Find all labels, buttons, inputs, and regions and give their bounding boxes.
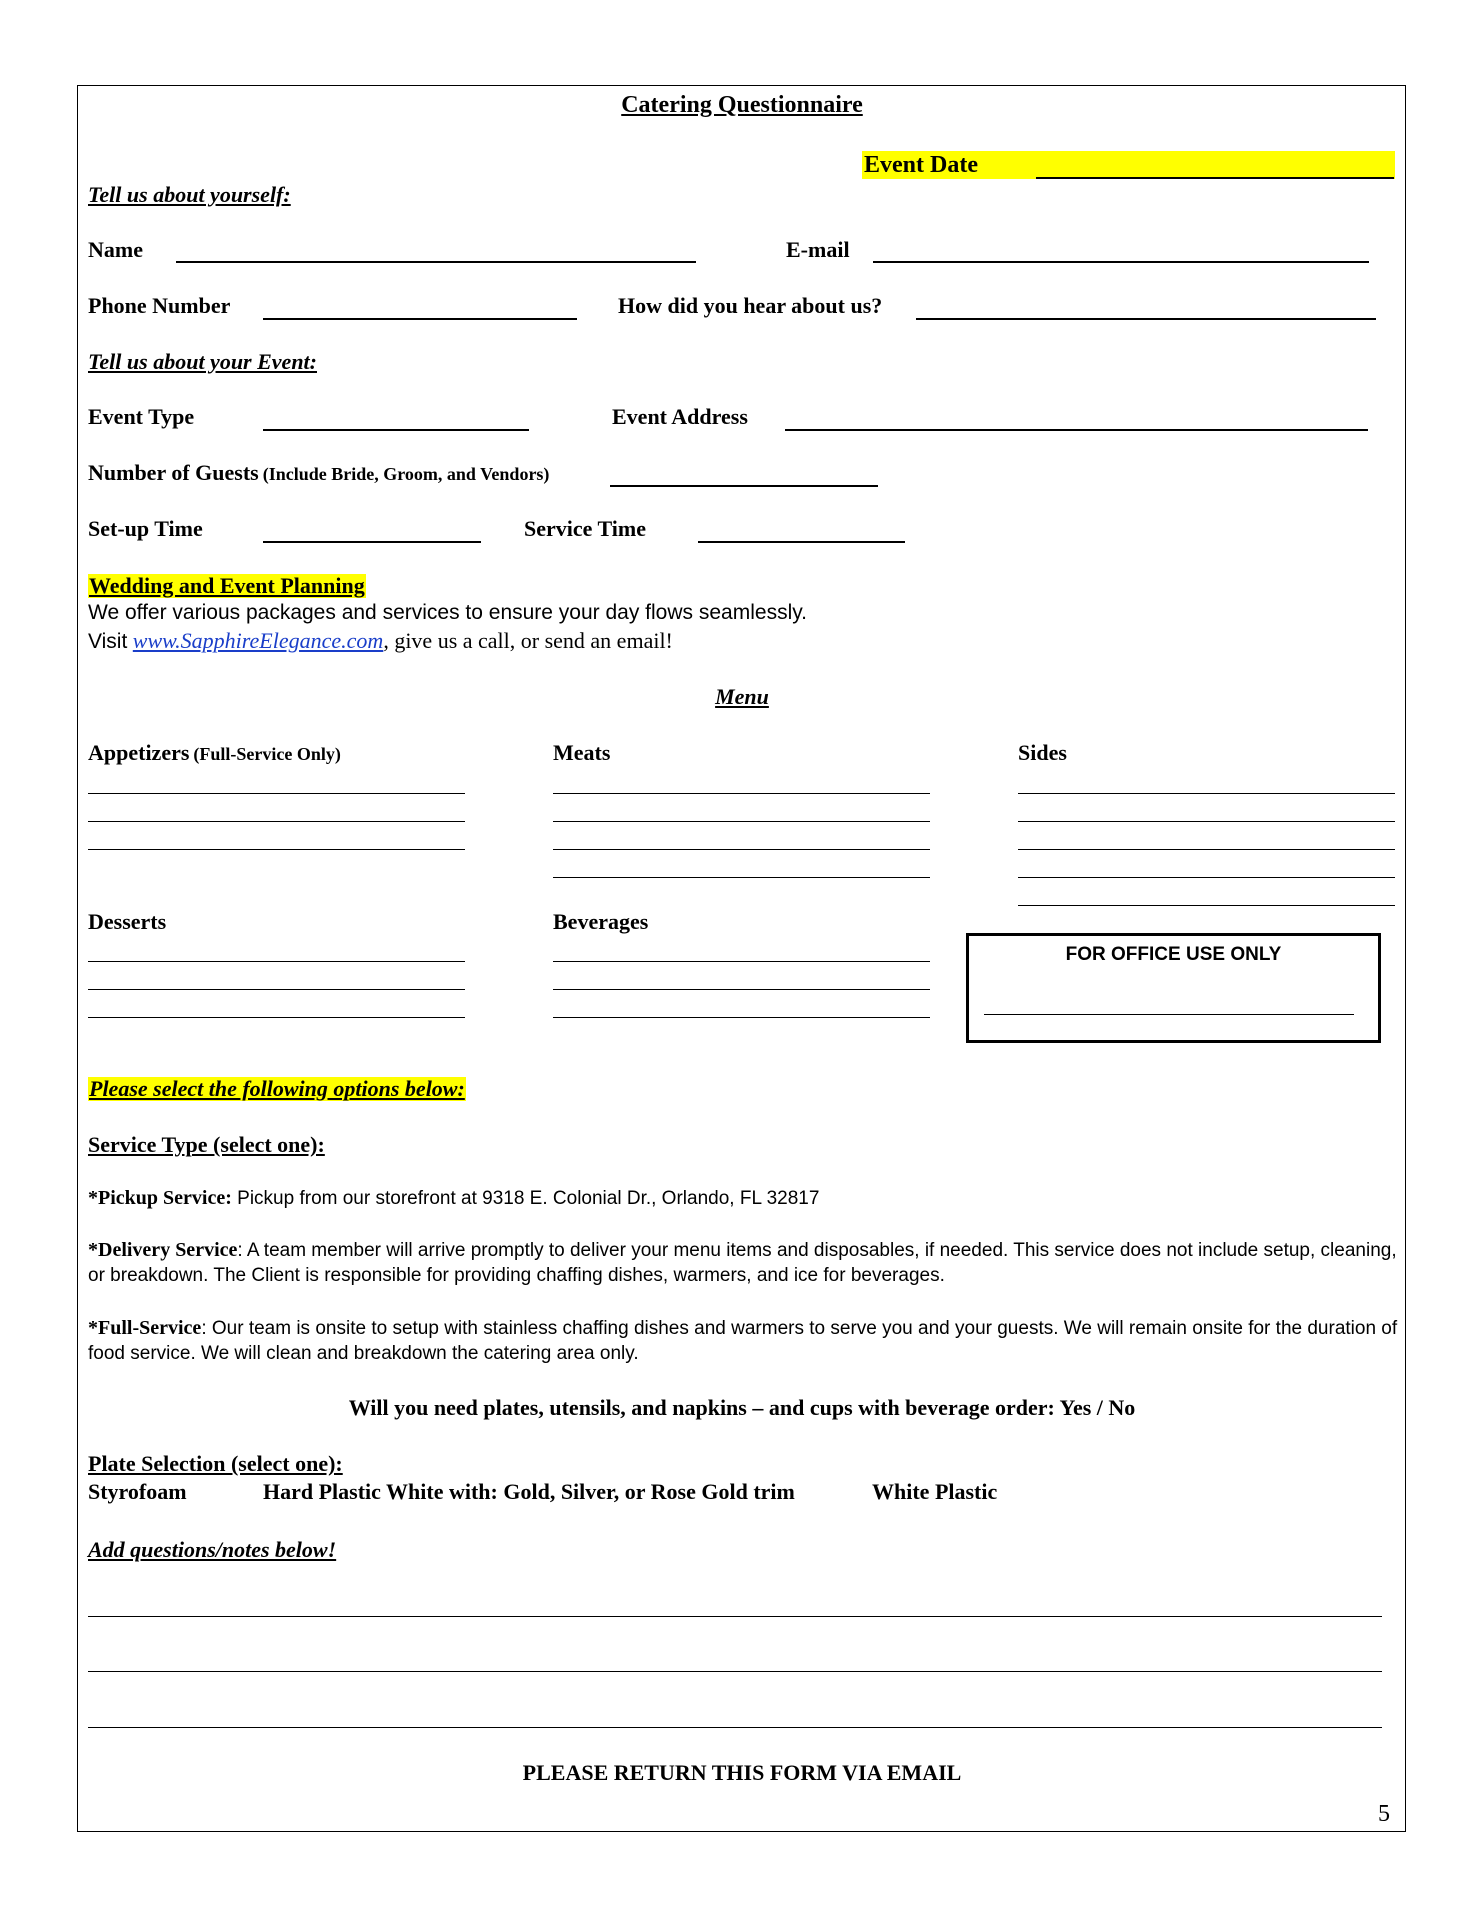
event-date-label: Event Date xyxy=(864,152,978,178)
beverage-line[interactable] xyxy=(553,961,930,962)
full-label: *Full-Service xyxy=(88,1317,202,1339)
desserts-label: Desserts xyxy=(88,909,167,934)
guests-label: Number of Guests xyxy=(88,460,259,485)
website-link[interactable]: www.SapphireElegance.com xyxy=(132,628,384,653)
planning-text: We offer various packages and services to ensure your day flows seamlessly. xyxy=(88,601,808,624)
meat-line[interactable] xyxy=(553,877,930,878)
page-title: Catering Questionnaire xyxy=(621,92,863,118)
meat-line[interactable] xyxy=(553,849,930,850)
service-time-label: Service Time xyxy=(524,516,646,541)
phone-field[interactable] xyxy=(263,318,577,320)
appetizer-line[interactable] xyxy=(88,793,465,794)
full-service[interactable] xyxy=(88,1316,1398,1366)
about-event-heading: Tell us about your Event: xyxy=(88,349,317,374)
dessert-line[interactable] xyxy=(88,989,465,990)
dessert-line[interactable] xyxy=(88,1017,465,1018)
side-line[interactable] xyxy=(1018,877,1395,878)
side-line[interactable] xyxy=(1018,905,1395,906)
meat-line[interactable] xyxy=(553,793,930,794)
guests-field[interactable] xyxy=(610,485,878,487)
event-address-field[interactable] xyxy=(785,429,1368,431)
appetizers-label: Appetizers xyxy=(88,740,190,765)
name-field[interactable] xyxy=(176,261,696,263)
guests-label-row xyxy=(88,462,549,484)
pickup-service[interactable] xyxy=(88,1186,1398,1211)
visit-prefix: Visit xyxy=(88,630,128,653)
plates-question[interactable]: Will you need plates, utensils, and napkins – and cups with beverage order: Yes / No xyxy=(348,1395,1136,1420)
email-label: E-mail xyxy=(786,237,850,262)
service-type-heading: Service Type (select one): xyxy=(88,1132,325,1157)
pickup-label: *Pickup Service: xyxy=(88,1187,232,1209)
hear-about-field[interactable] xyxy=(916,318,1376,320)
service-time-field[interactable] xyxy=(698,541,905,543)
notes-line[interactable] xyxy=(88,1727,1382,1728)
meats-label: Meats xyxy=(553,740,611,765)
side-line[interactable] xyxy=(1018,793,1395,794)
side-line[interactable] xyxy=(1018,821,1395,822)
delivery-text: : A team member will arrive promptly to deliver your menu items and disposables, if needed. This service does not include setup, cleaning, or breakdown. The Client is responsible for providing chaffing dishes, warmers, and ice for beverages. xyxy=(88,1240,1397,1286)
office-use-field[interactable] xyxy=(984,1014,1354,1015)
planning-visit xyxy=(88,630,673,652)
pickup-text: Pickup from our storefront at 9318 E. Colonial Dr., Orlando, FL 32817 xyxy=(231,1188,820,1209)
name-label: Name xyxy=(88,237,143,262)
notes-heading: Add questions/notes below! xyxy=(88,1537,337,1562)
appetizer-line[interactable] xyxy=(88,849,465,850)
appetizers-label-row xyxy=(88,742,341,764)
dessert-line[interactable] xyxy=(88,961,465,962)
beverage-line[interactable] xyxy=(553,989,930,990)
phone-label: Phone Number xyxy=(88,293,231,318)
visit-suffix: , give us a call, or send an email! xyxy=(383,628,673,653)
side-line[interactable] xyxy=(1018,849,1395,850)
full-text: : Our team is onsite to setup with stainless chaffing dishes and warmers to serve you and your guests. We will remain onsite for the duration of food service. We will clean and breakdown the catering area only. xyxy=(88,1318,1398,1364)
planning-heading: Wedding and Event Planning xyxy=(89,573,365,598)
plate-heading: Plate Selection (select one): xyxy=(88,1451,343,1476)
options-heading: Please select the following options below: xyxy=(89,1076,465,1101)
footer-instruction: PLEASE RETURN THIS FORM VIA EMAIL xyxy=(522,1760,962,1785)
event-type-field[interactable] xyxy=(263,429,529,431)
notes-line[interactable] xyxy=(88,1616,1382,1617)
email-field[interactable] xyxy=(873,261,1369,263)
setup-time-field[interactable] xyxy=(263,541,481,543)
plate-option-white-plastic[interactable]: White Plastic xyxy=(872,1479,998,1504)
about-yourself-heading: Tell us about yourself: xyxy=(88,182,291,207)
plate-option-styrofoam[interactable]: Styrofoam xyxy=(88,1479,187,1504)
appetizers-note: (Full-Service Only) xyxy=(193,744,341,764)
hear-about-label: How did you hear about us? xyxy=(618,293,883,318)
setup-time-label: Set-up Time xyxy=(88,516,203,541)
page-number: 5 xyxy=(1378,1801,1390,1827)
beverage-line[interactable] xyxy=(553,1017,930,1018)
sides-label: Sides xyxy=(1018,740,1067,765)
office-use-label: FOR OFFICE USE ONLY xyxy=(1065,944,1282,965)
delivery-service[interactable] xyxy=(88,1238,1398,1288)
beverages-label: Beverages xyxy=(553,909,649,934)
event-type-label: Event Type xyxy=(88,404,195,429)
menu-heading: Menu xyxy=(715,684,769,709)
plate-option-hard-plastic[interactable]: Hard Plastic White with: Gold, Silver, or Rose Gold trim xyxy=(263,1479,795,1504)
notes-line[interactable] xyxy=(88,1671,1382,1672)
appetizer-line[interactable] xyxy=(88,821,465,822)
event-date-field[interactable] xyxy=(1036,177,1394,179)
meat-line[interactable] xyxy=(553,821,930,822)
event-address-label: Event Address xyxy=(612,404,748,429)
guests-note: (Include Bride, Groom, and Vendors) xyxy=(262,464,550,484)
delivery-label: *Delivery Service xyxy=(88,1239,238,1261)
